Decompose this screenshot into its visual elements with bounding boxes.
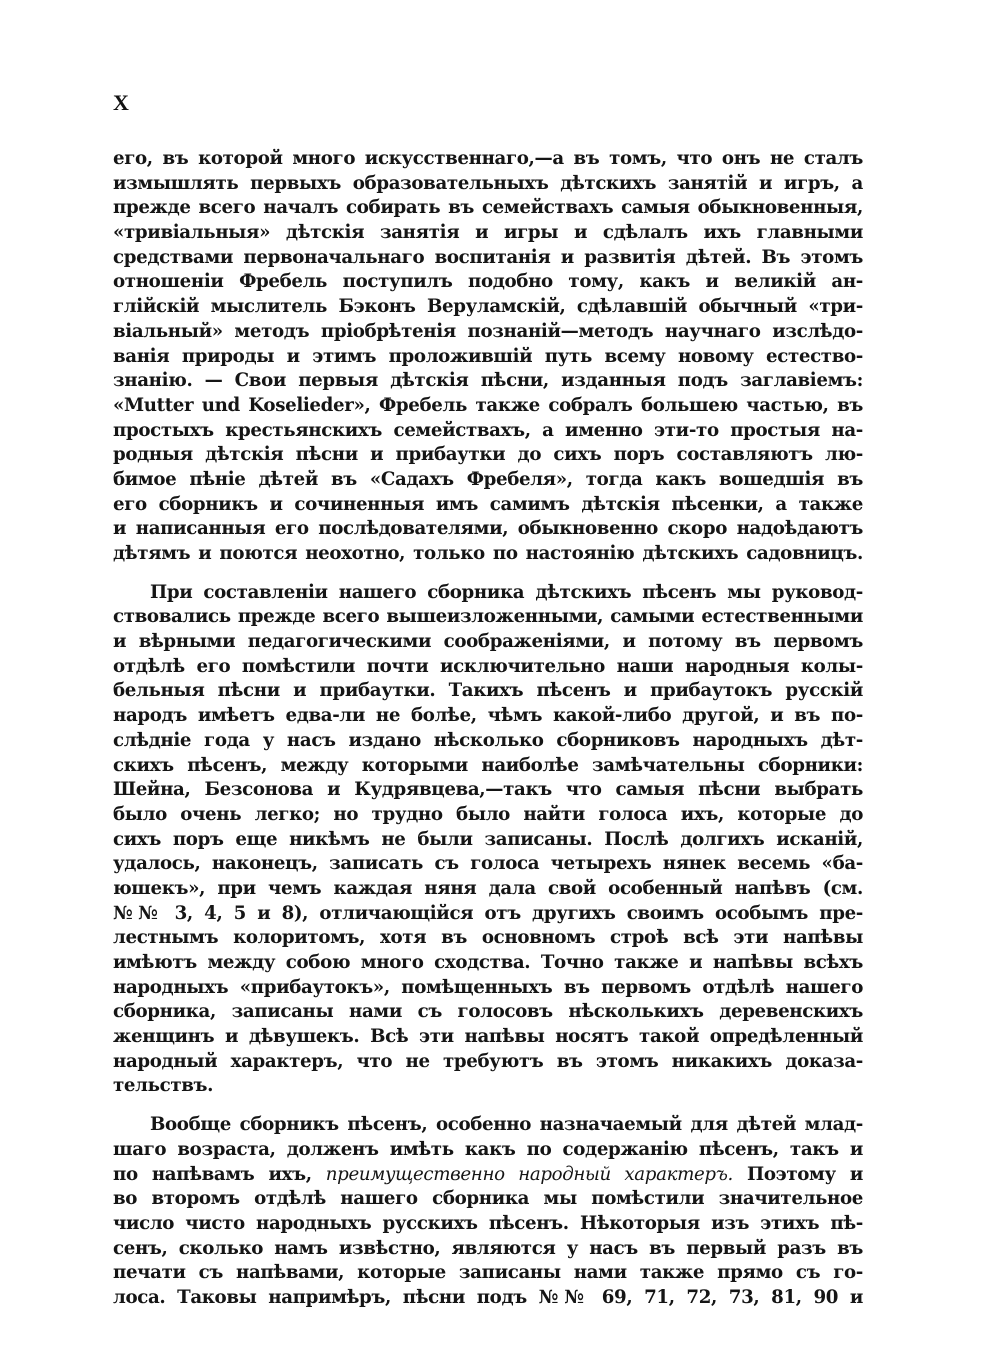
emphasis-text: преимущественно народный характеръ.	[325, 1163, 733, 1185]
page-number: X	[113, 90, 129, 115]
text-line: бельныя пѣсни и прибаутки. Такихъ пѣсенъ и прибаутокъ русскій	[113, 680, 863, 702]
text-line: измышлять первыхъ образовательныхъ дѣтскихъ занятій и игръ, а	[113, 172, 863, 194]
text-line: народъ имѣетъ едва-ли не болѣе, чѣмъ какой-либо другой, и въ по-	[113, 705, 863, 727]
text-line: печати съ напѣвами, которые записаны нами также прямо съ го-	[113, 1262, 863, 1284]
text-line: число чисто народныхъ русскихъ пѣсенъ. Нѣкоторыя изъ этихъ пѣ-	[113, 1212, 863, 1234]
text-line-with-emphasis	[113, 1163, 863, 1188]
text-line: бимое пѣніе дѣтей въ «Садахъ Фребеля», тогда какъ вошедшія въ	[113, 468, 863, 490]
text-line: прежде всего началъ собирать въ семействахъ самыя обыкновенныя,	[113, 197, 863, 219]
text-line: во второмъ отдѣлѣ нашего сборника мы помѣстили значительное	[113, 1188, 863, 1210]
text-line: женщинъ и дѣвушекъ. Всѣ эти напѣвы носятъ такой опредѣленный	[113, 1026, 863, 1048]
text-fragment: Поэтому и	[732, 1163, 863, 1185]
text-line: лоса. Таковы напримѣръ, пѣсни подъ №№ 69, 71, 72, 73, 81, 90 и	[113, 1286, 863, 1308]
text-line: віальный» методъ пріобрѣтенія познаній—методъ научнаго изслѣдо-	[113, 320, 863, 342]
paragraph-gap	[113, 567, 863, 581]
text-line: простыхъ крестьянскихъ семействахъ, а именно эти-то простыя на-	[113, 419, 863, 441]
text-line: лестнымъ колоритомъ, хотя въ основномъ строѣ всѣ эти напѣвы	[113, 927, 863, 949]
text-line: было очень легко; но трудно было найти голоса ихъ, которые до	[113, 803, 863, 825]
text-line: При составленіи нашего сборника дѣтскихъ пѣсенъ мы руковод-	[150, 581, 863, 603]
text-line: его, въ которой много искусственнаго,—а въ томъ, что онъ не сталъ	[113, 148, 863, 169]
text-line: народныхъ «прибаутокъ», помѣщенныхъ въ первомъ отдѣлѣ нашего	[113, 976, 863, 998]
text-line: слѣдніе года у насъ издано нѣсколько сборниковъ народныхъ дѣт-	[113, 729, 863, 751]
text-line: отдѣлѣ его помѣстили почти исключительно наши народныя колы-	[113, 655, 863, 677]
text-line: и написанныя его послѣдователями, обыкновенно скоро надоѣдаютъ	[113, 518, 863, 540]
text-line: шаго возраста, долженъ имѣть какъ по содержанію пѣсенъ, такъ и	[113, 1138, 863, 1160]
paragraph-gap	[113, 1099, 863, 1113]
text-fragment: по напѣвамъ ихъ,	[113, 1163, 326, 1185]
paragraph-1	[113, 147, 863, 567]
paragraph-3	[113, 1113, 863, 1311]
text-line: народный характеръ, что не требуютъ въ этомъ никакихъ доказа-	[113, 1050, 863, 1072]
paragraph-2	[113, 581, 863, 1099]
text-line: «тривіальныя» дѣтскія занятія и игры и сдѣлалъ ихъ главными	[113, 222, 863, 244]
text-line: и вѣрными педагогическими соображеніями, и потому въ первомъ	[113, 631, 863, 653]
text-line: юшекъ», при чемъ каждая няня дала свой особенный напѣвъ (см.	[113, 877, 863, 899]
text-line: №№ 3, 4, 5 и 8), отличающійся отъ другихъ своимъ особымъ пре-	[113, 902, 863, 924]
body-text	[113, 147, 863, 1311]
text-line: дѣтямъ и поются неохотно, только по настоянію дѣтскихъ садовницъ.	[113, 543, 863, 564]
text-line: средствами первоначальнаго воспитанія и развитія дѣтей. Въ этомъ	[113, 246, 863, 268]
text-line: его сборникъ и сочиненныя имъ самимъ дѣтскія пѣсенки, а также	[113, 493, 863, 515]
text-line: ствовались прежде всего вышеизложенными, самыми естественными	[113, 606, 863, 628]
text-line: сенъ, сколько намъ извѣстно, являются у насъ въ первый разъ въ	[113, 1237, 863, 1259]
text-line: ванія природы и этимъ проложившій путь всему новому естество-	[113, 345, 863, 367]
text-line: Вообще сборникъ пѣсенъ, особенно назначаемый для дѣтей млад-	[150, 1114, 863, 1136]
text-line: тельствъ.	[113, 1075, 214, 1097]
text-line: родныя дѣтскія пѣсни и прибаутки до сихъ поръ составляютъ лю-	[113, 444, 863, 466]
text-line: глійскій мыслитель Бэконъ Веруламскій, сдѣлавшій обычный «три-	[113, 296, 863, 318]
text-line: сборника, записаны нами съ голосовъ нѣсколькихъ деревенскихъ	[113, 1001, 863, 1023]
text-line: удалось, наконецъ, записать съ голоса четырехъ нянек весемь «ба-	[113, 853, 863, 875]
text-line: скихъ пѣсенъ, между которыми наиболѣе замѣчательны сборники:	[113, 754, 863, 776]
text-line: «Mutter und Koselieder», Фребель также собралъ большею частью, въ	[113, 394, 863, 416]
text-line: имѣютъ между собою много сходства. Точно также и напѣвы всѣхъ	[113, 952, 863, 973]
text-line: отношеніи Фребель поступилъ подобно тому, какъ и великій ан-	[113, 271, 863, 293]
text-line: знанію. — Свои первыя дѣтскія пѣсни, изданныя подъ заглавіемъ:	[113, 370, 863, 392]
text-line: Шейна, Безсонова и Кудрявцева,—такъ что самыя пѣсни выбрать	[113, 779, 863, 801]
text-line: сихъ поръ еще никѣмъ не были записаны. Послѣ долгихъ исканій,	[113, 828, 863, 850]
